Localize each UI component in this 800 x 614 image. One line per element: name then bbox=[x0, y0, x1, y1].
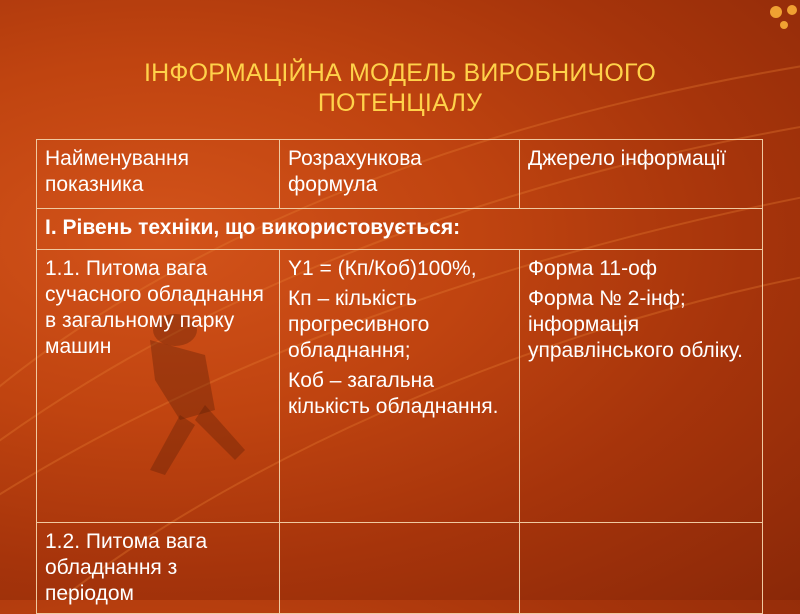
table-row bbox=[37, 250, 763, 523]
row1-formula bbox=[280, 250, 520, 523]
row1-source-line: Форма № 2-інф; інформація управлінського обліку. bbox=[528, 287, 744, 362]
row2-name: 1.2. Питома вага обладнання з періодом bbox=[37, 523, 280, 614]
info-model-table bbox=[36, 139, 763, 614]
section-row bbox=[37, 209, 763, 250]
row1-name: 1.1. Питома вага сучасного обладнання в загальному парку машин bbox=[37, 250, 280, 523]
table-header-row bbox=[37, 140, 763, 209]
header-source: Джерело інформації bbox=[520, 140, 763, 209]
page-title bbox=[0, 58, 800, 118]
row1-formula-line: Коб – загальна кількість обладнання. bbox=[288, 369, 499, 418]
section-label: І. Рівень техніки, що використовується: bbox=[37, 209, 763, 250]
row1-source bbox=[520, 250, 763, 523]
row1-source-line: Форма 11-оф bbox=[528, 257, 658, 280]
page-title-line-1: ІНФОРМАЦІЙНА МОДЕЛЬ ВИРОБНИЧОГО bbox=[143, 59, 657, 87]
row1-formula-line: Кп – кількість прогресивного обладнання; bbox=[288, 287, 430, 362]
header-indicator-name: Найменування показника bbox=[37, 140, 280, 209]
header-formula: Розрахункова формула bbox=[280, 140, 520, 209]
row1-formula-line: Y1 = (Кп/Коб)100%, bbox=[288, 257, 477, 280]
page-title-line-2: ПОТЕНЦІАЛУ bbox=[317, 89, 483, 117]
